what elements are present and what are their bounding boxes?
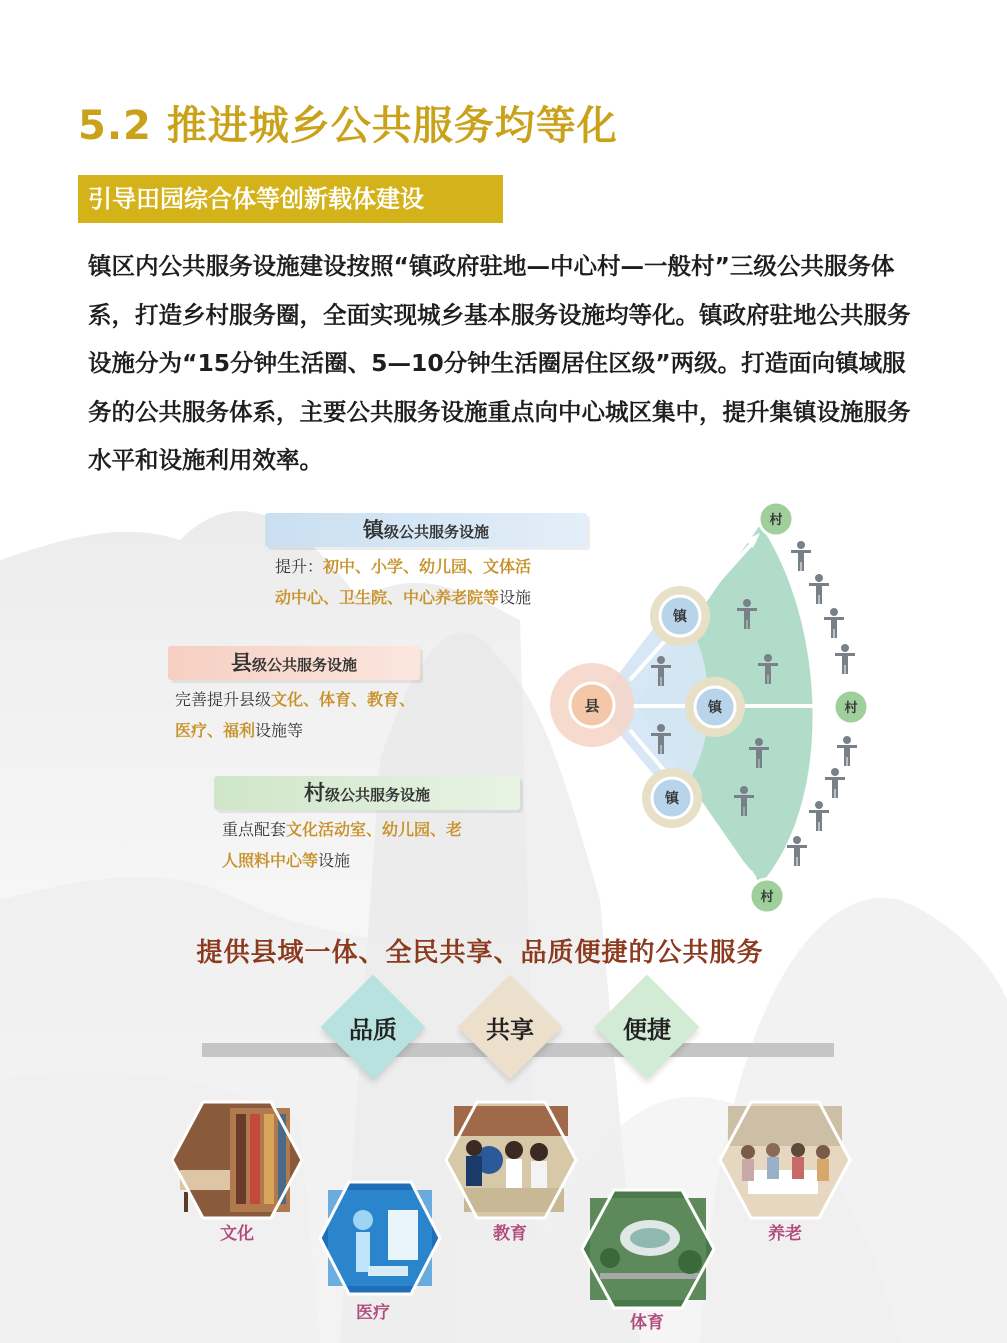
town-node-top <box>650 586 710 646</box>
medical-label: 医疗 <box>356 1303 390 1323</box>
village-level-rest: 级公共服务设施 <box>324 786 430 804</box>
village-level-desc <box>222 814 512 876</box>
person-icon <box>809 801 829 831</box>
town-node-bottom-label: 镇 <box>665 791 679 807</box>
culture-label: 文化 <box>220 1224 254 1244</box>
town-node-middle <box>685 677 745 737</box>
town-level-char: 镇 <box>362 518 384 542</box>
person-icon <box>825 768 845 798</box>
pillar-label-convenience: 便捷 <box>623 1016 671 1044</box>
education-label: 教育 <box>493 1224 527 1244</box>
village-desc-suffix: 设施 <box>318 851 351 870</box>
person-icon <box>835 644 855 674</box>
service-hierarchy-diagram <box>545 500 885 920</box>
intro-paragraph: 镇区内公共服务设施建设按照“镇政府驻地—中心村—一般村”三级公共服务体系，打造乡村服务圈，全面实现城乡基本服务设施均等化。镇政府驻地公共服务设施分为“15分钟生活圈、5—10分钟生活圈居住区级”两级。打造面向镇域服务的公共服务体系，主要公共服务设施重点向中心城区集中，提升集镇设施服务水平和设施利用效率。 <box>88 252 911 474</box>
village-node-right <box>834 690 868 724</box>
town-desc-items-1: 初中、小学、幼儿园、文体活 <box>323 557 532 576</box>
town-level-title <box>265 513 587 547</box>
village-node-bottom-label: 村 <box>760 890 774 905</box>
pillar-label-sharing: 共享 <box>486 1016 534 1044</box>
town-node-middle-label: 镇 <box>708 700 722 716</box>
town-node-bottom <box>642 768 702 828</box>
village-node-right-label: 村 <box>844 701 858 716</box>
county-level-rest: 级公共服务设施 <box>251 656 357 674</box>
county-node <box>550 663 634 747</box>
elderly-care-label: 养老 <box>768 1224 802 1244</box>
village-node-top-label: 村 <box>769 513 783 528</box>
town-desc-items-2: 动中心、卫生院、中心养老院等 <box>275 588 500 607</box>
person-icon <box>824 608 844 638</box>
county-level-char: 县 <box>230 651 252 675</box>
education-image <box>444 1100 578 1220</box>
county-level-title <box>168 646 420 680</box>
sports-image <box>580 1188 716 1310</box>
town-level-desc <box>275 551 575 613</box>
village-node-top <box>759 502 793 536</box>
culture-image <box>170 1100 304 1220</box>
person-icon <box>791 541 811 571</box>
county-desc-suffix: 设施等 <box>255 721 304 740</box>
pillar-label-quality: 品质 <box>349 1016 397 1044</box>
medical-image <box>318 1180 442 1296</box>
person-icon <box>809 574 829 604</box>
village-level-char: 村 <box>303 781 325 805</box>
sports-label: 体育 <box>630 1313 664 1333</box>
county-level-desc <box>175 684 455 746</box>
person-icon <box>787 836 807 866</box>
village-desc-items-1: 文化活动室、幼儿园、老 <box>286 820 463 839</box>
village-level-title <box>214 776 520 810</box>
page-title: 5.2 推进城乡公共服务均等化 <box>78 103 618 149</box>
section-subtitle: 引导田园综合体等创新载体建设 <box>78 175 503 223</box>
town-desc-prefix: 提升： <box>275 557 324 576</box>
elderly-care-image <box>718 1100 852 1220</box>
village-node-bottom <box>750 879 784 913</box>
service-slogan: 提供县域一体、全民共享、品质便捷的公共服务 <box>196 938 764 968</box>
county-node-label: 县 <box>584 697 600 715</box>
town-desc-suffix: 设施 <box>499 588 532 607</box>
county-desc-items-2: 医疗、福利 <box>175 721 256 740</box>
town-level-rest: 级公共服务设施 <box>383 523 489 541</box>
county-desc-items-1: 文化、体育、教育、 <box>271 690 416 709</box>
person-icon <box>837 736 857 766</box>
town-node-top-label: 镇 <box>673 609 687 625</box>
village-desc-prefix: 重点配套 <box>222 820 287 839</box>
village-desc-items-2: 人照料中心等 <box>222 851 319 870</box>
county-desc-prefix: 完善提升县级 <box>175 690 272 709</box>
